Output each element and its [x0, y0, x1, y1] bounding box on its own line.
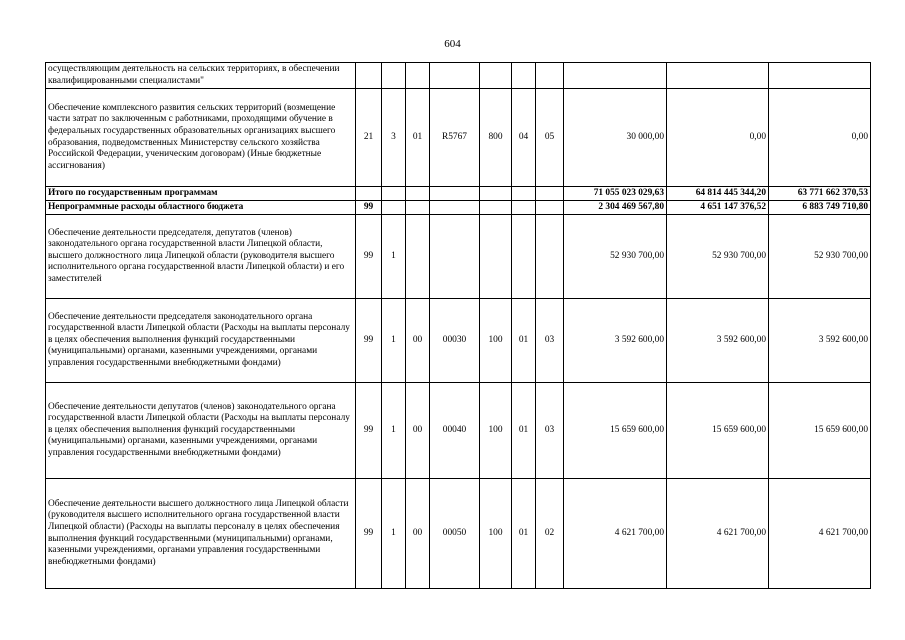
cell-amount-3: 3 592 600,00 — [769, 299, 871, 383]
cell-expense-type: 100 — [480, 383, 512, 479]
table-row — [46, 479, 871, 589]
cell-amount-2: 0,00 — [667, 89, 769, 187]
cell-subprogram: 1 — [382, 383, 406, 479]
cell-amount-3: 15 659 600,00 — [769, 383, 871, 479]
cell-subprogram: 1 — [382, 215, 406, 299]
table-row — [46, 63, 871, 89]
cell-subprogram — [382, 187, 406, 201]
cell-main-event: 01 — [406, 89, 430, 187]
cell-program: 99 — [356, 479, 382, 589]
cell-amount-2: 15 659 600,00 — [667, 383, 769, 479]
cell-amount-1 — [564, 63, 667, 89]
cell-main-event: 00 — [406, 383, 430, 479]
cell-amount-1: 15 659 600,00 — [564, 383, 667, 479]
cell-section — [512, 187, 536, 201]
row-description: Обеспечение деятельности председателя, депутатов (членов) законодательного органа государственной власти Липецкой области, высшего должностного лица Липецкой области (руководителя высшего исполнительного органа государственной власти Липецкой области) и его заместителей — [46, 215, 356, 299]
cell-expense-type: 100 — [480, 479, 512, 589]
row-description: Обеспечение деятельности депутатов (членов) законодательного органа государственной власти Липецкой области (Расходы на выплаты персоналу в целях обеспечения выполнения функций государственными (муниципальными) органами, казенными учреждениями, органами управления государственными внебюджетными фондами) — [46, 383, 356, 479]
cell-main-event — [406, 201, 430, 215]
row-description: Итого по государственным программам — [46, 187, 356, 201]
cell-amount-2: 64 814 445 344,20 — [667, 187, 769, 201]
table-row-total — [46, 201, 871, 215]
cell-subsection: 03 — [536, 299, 564, 383]
cell-main-event — [406, 63, 430, 89]
cell-main-event — [406, 215, 430, 299]
cell-subprogram: 3 — [382, 89, 406, 187]
cell-main-event — [406, 187, 430, 201]
cell-amount-3: 0,00 — [769, 89, 871, 187]
cell-subsection — [536, 187, 564, 201]
cell-subsection: 02 — [536, 479, 564, 589]
cell-subprogram — [382, 201, 406, 215]
cell-amount-2: 4 621 700,00 — [667, 479, 769, 589]
cell-section: 01 — [512, 479, 536, 589]
cell-amount-2: 3 592 600,00 — [667, 299, 769, 383]
cell-amount-1: 3 592 600,00 — [564, 299, 667, 383]
cell-section — [512, 201, 536, 215]
cell-program: 99 — [356, 383, 382, 479]
cell-direction — [430, 63, 480, 89]
cell-amount-1: 52 930 700,00 — [564, 215, 667, 299]
cell-amount-1: 30 000,00 — [564, 89, 667, 187]
cell-subsection: 03 — [536, 383, 564, 479]
cell-program: 21 — [356, 89, 382, 187]
cell-expense-type: 100 — [480, 299, 512, 383]
cell-direction — [430, 201, 480, 215]
cell-expense-type: 800 — [480, 89, 512, 187]
cell-subsection — [536, 201, 564, 215]
cell-direction: R5767 — [430, 89, 480, 187]
cell-subprogram — [382, 63, 406, 89]
table-row — [46, 383, 871, 479]
cell-amount-3: 6 883 749 710,80 — [769, 201, 871, 215]
cell-program: 99 — [356, 201, 382, 215]
cell-subsection — [536, 63, 564, 89]
row-description: Обеспечение комплексного развития сельских территорий (возмещение части затрат по заключенным с работниками, проходящими обучение в федеральных государственных образовательных организациях высшего образования, подведомственных Министерству сельского хозяйства Российской Федерации, ученическим договорам) (Иные бюджетные ассигнования) — [46, 89, 356, 187]
cell-program — [356, 63, 382, 89]
cell-expense-type — [480, 201, 512, 215]
cell-expense-type — [480, 187, 512, 201]
cell-direction — [430, 215, 480, 299]
table-row — [46, 89, 871, 187]
cell-subprogram: 1 — [382, 299, 406, 383]
table-row — [46, 215, 871, 299]
cell-amount-3: 4 621 700,00 — [769, 479, 871, 589]
row-description: Обеспечение деятельности высшего должностного лица Липецкой области (руководителя высшего исполнительного органа государственной власти Липецкой области) (Расходы на выплаты персоналу в целях обеспечения выполнения функций государственными (муниципальными) органами, казенными учреждениями, органами управления государственными внебюджетными фондами) — [46, 479, 356, 589]
cell-subprogram: 1 — [382, 479, 406, 589]
cell-program: 99 — [356, 215, 382, 299]
cell-expense-type — [480, 215, 512, 299]
cell-direction — [430, 187, 480, 201]
cell-amount-2 — [667, 63, 769, 89]
cell-amount-3 — [769, 63, 871, 89]
cell-section — [512, 63, 536, 89]
cell-amount-2: 4 651 147 376,52 — [667, 201, 769, 215]
cell-amount-1: 4 621 700,00 — [564, 479, 667, 589]
cell-section: 01 — [512, 299, 536, 383]
cell-amount-1: 2 304 469 567,80 — [564, 201, 667, 215]
budget-table — [45, 62, 871, 589]
row-description: осуществляющим деятельность на сельских территориях, в обеспечении квалифицированными специалистами" — [46, 63, 356, 89]
cell-amount-1: 71 055 023 029,63 — [564, 187, 667, 201]
cell-direction: 00040 — [430, 383, 480, 479]
cell-subsection — [536, 215, 564, 299]
cell-section — [512, 215, 536, 299]
table-row — [46, 299, 871, 383]
cell-amount-2: 52 930 700,00 — [667, 215, 769, 299]
cell-section: 01 — [512, 383, 536, 479]
cell-direction: 00050 — [430, 479, 480, 589]
cell-main-event: 00 — [406, 299, 430, 383]
page-number: 604 — [444, 38, 461, 50]
row-description: Обеспечение деятельности председателя законодательного органа государственной власти Липецкой области (Расходы на выплаты персоналу в целях обеспечения выполнения функций государственными (муниципальными) органами, казенными учреждениями, органами управления государственными внебюджетными фондами) — [46, 299, 356, 383]
cell-subsection: 05 — [536, 89, 564, 187]
row-description: Непрограммные расходы областного бюджета — [46, 201, 356, 215]
cell-amount-3: 63 771 662 370,53 — [769, 187, 871, 201]
table-row-total — [46, 187, 871, 201]
cell-direction: 00030 — [430, 299, 480, 383]
cell-main-event: 00 — [406, 479, 430, 589]
cell-section: 04 — [512, 89, 536, 187]
cell-program: 99 — [356, 299, 382, 383]
cell-amount-3: 52 930 700,00 — [769, 215, 871, 299]
cell-program — [356, 187, 382, 201]
cell-expense-type — [480, 63, 512, 89]
